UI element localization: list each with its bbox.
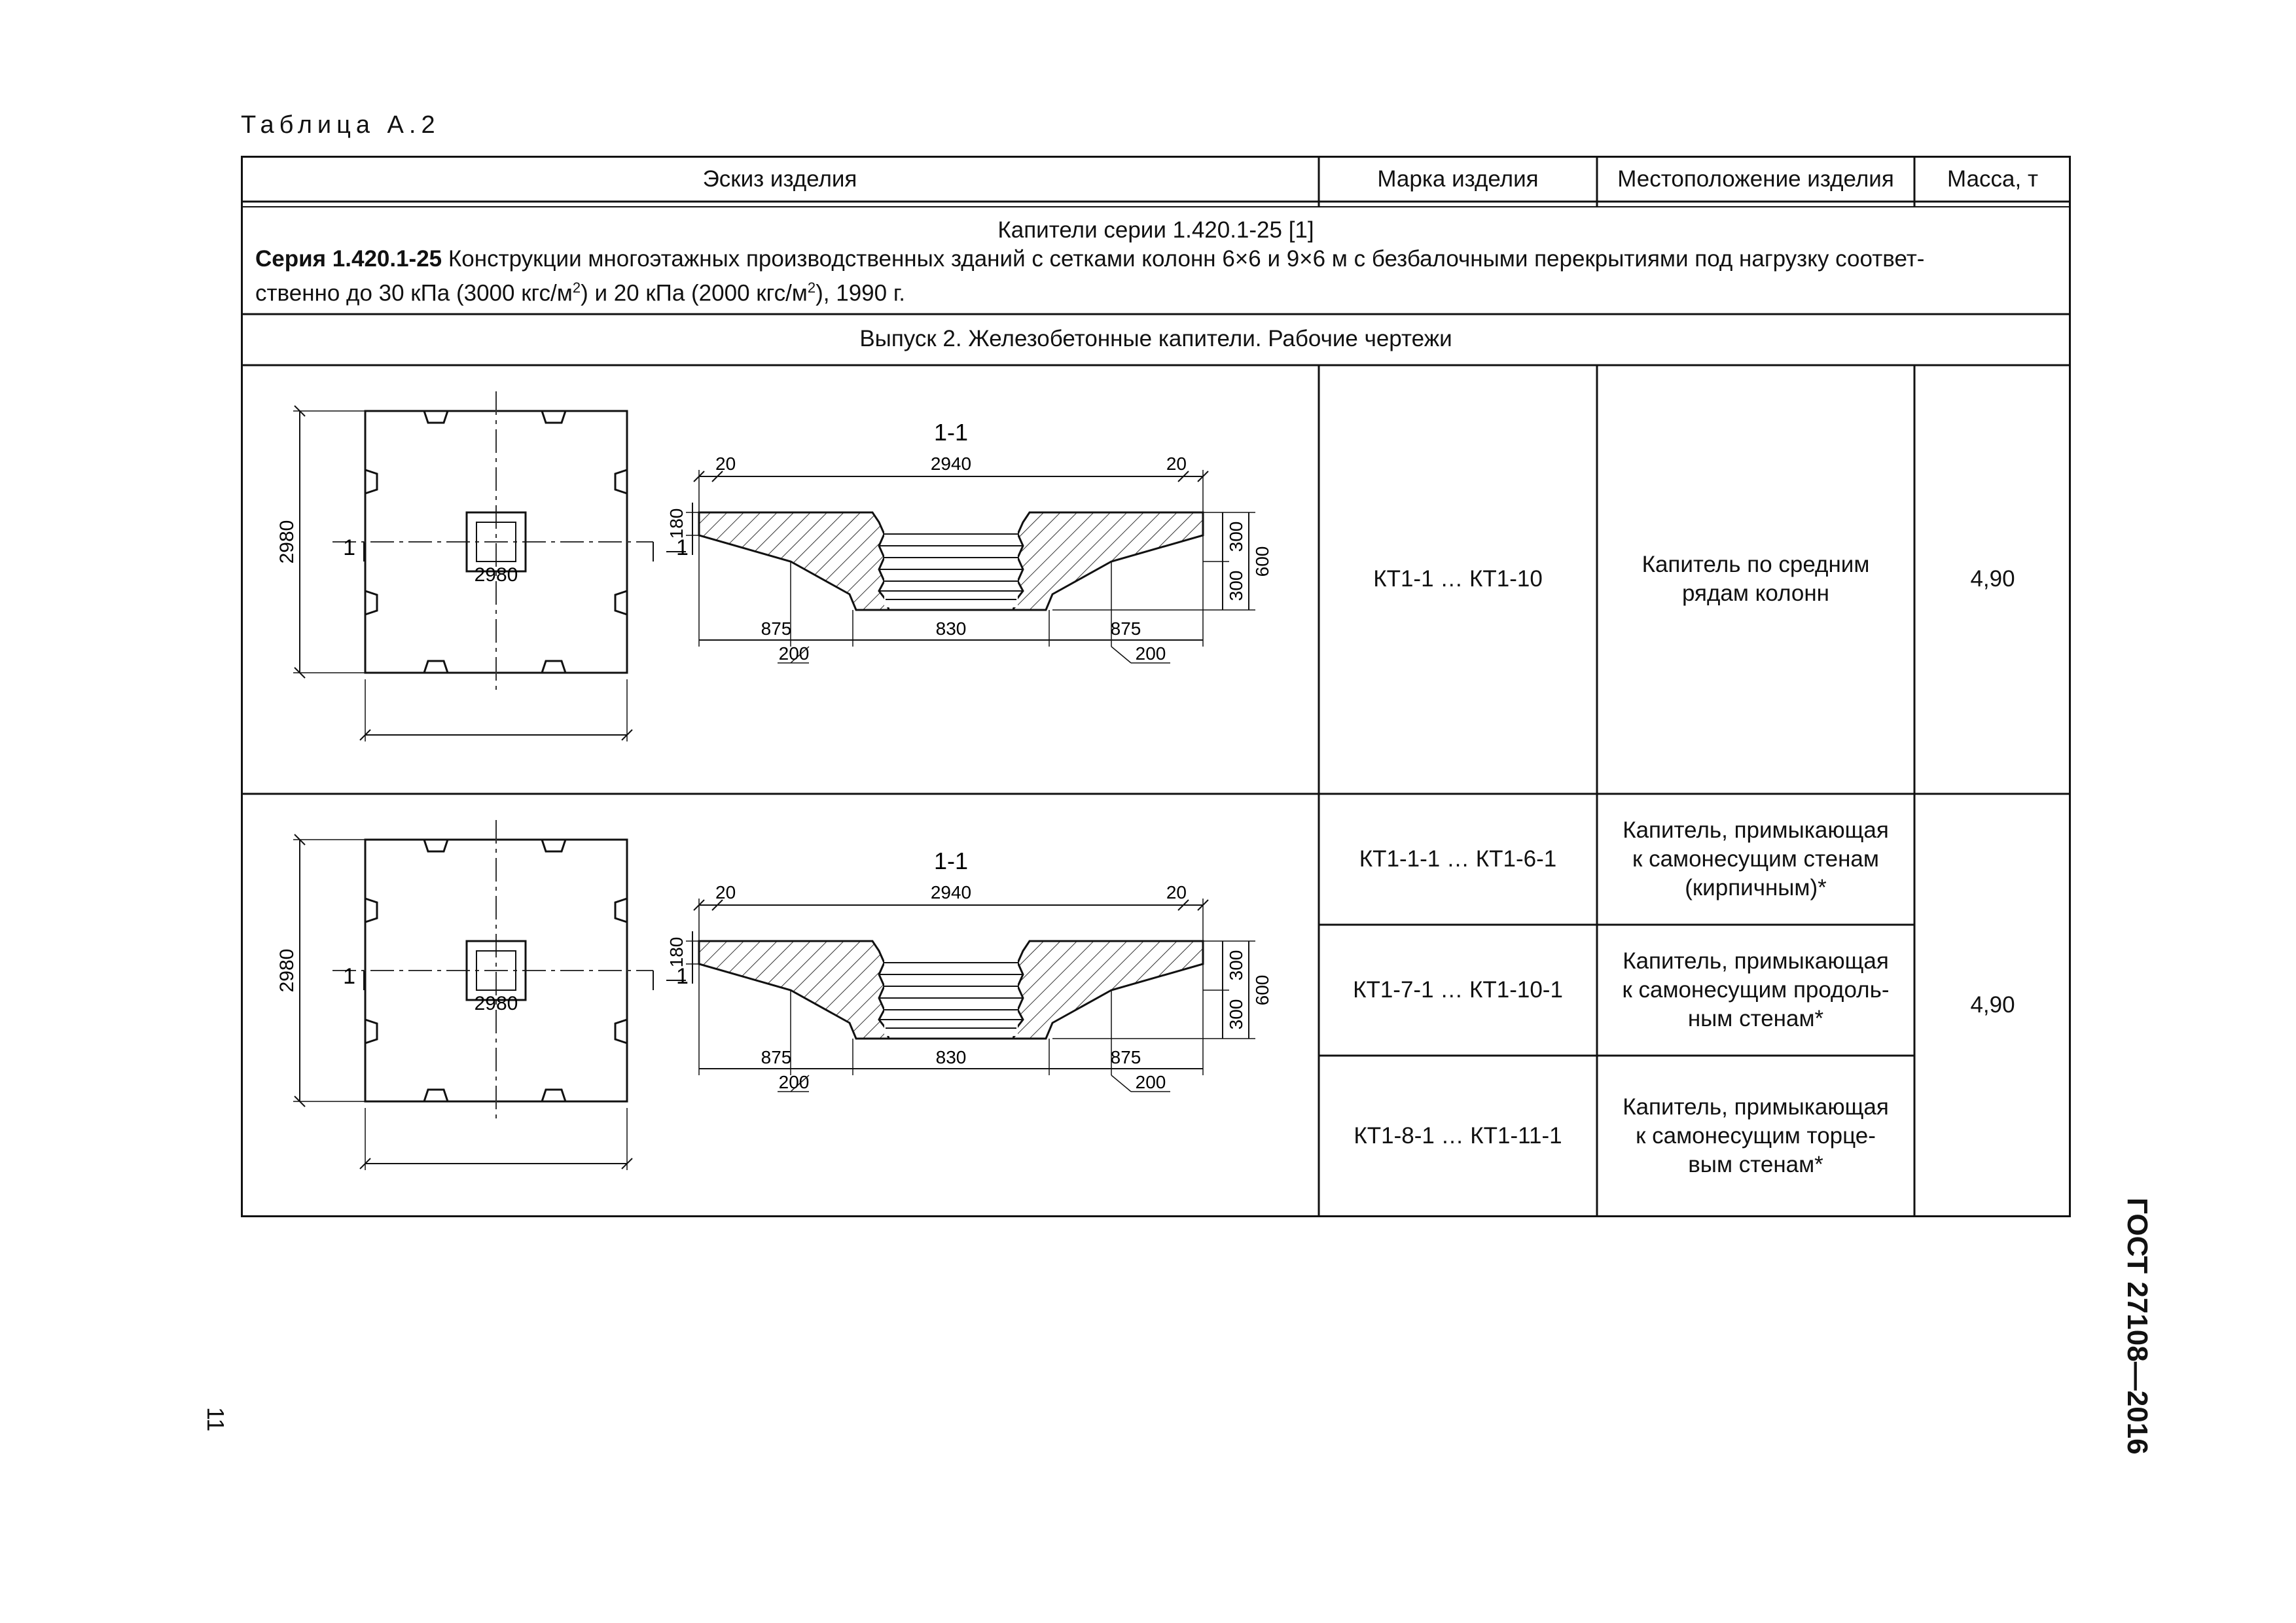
plan-width-label: 2980 <box>474 993 518 1014</box>
row2c-location <box>1597 1093 1914 1179</box>
row1-location <box>1597 550 1914 608</box>
dim-lower: 300 <box>1226 570 1246 601</box>
dim-center-span: 830 <box>935 618 967 639</box>
series-desc-line1: Конструкции многоэтажных производственных зданий с сетками колонн 6×6 и 9×6 м с безбалочными перекрытиями под нагрузку соответ- <box>442 246 1925 272</box>
row2c-location-line2: к самонесущим торце- <box>1636 1123 1876 1149</box>
dim-total-height: 600 <box>1252 546 1272 577</box>
dim-left-span: 875 <box>761 618 792 639</box>
plan-height-label: 2980 <box>276 520 298 564</box>
dim-center-span: 830 <box>935 1047 967 1067</box>
dim-lower: 300 <box>1226 999 1246 1030</box>
row2c-location-line3: вым стенам* <box>1688 1152 1823 1177</box>
row2b-location-line1: Капитель, примыкающая <box>1623 948 1889 974</box>
dim-top-right: 20 <box>1166 882 1187 902</box>
page-number: 11 <box>202 1407 229 1432</box>
dim-slab: 180 <box>666 508 687 539</box>
plan-width-label: 2980 <box>474 564 518 586</box>
dim-top-left: 20 <box>715 882 736 902</box>
cut-mark-left: 1 <box>343 964 355 989</box>
series-title: Капители серии 1.420.1-25 [1] <box>997 217 1314 243</box>
table-grid <box>241 156 2071 1217</box>
plan-height-label: 2980 <box>276 948 298 993</box>
row2a-location <box>1597 816 1914 902</box>
dim-slab: 180 <box>666 936 687 968</box>
header-location: Местоположение изделия <box>1617 166 1894 192</box>
row2b-location <box>1597 947 1914 1033</box>
series-desc-line2b: ) и 20 кПа (2000 кгс/м <box>581 280 808 306</box>
cut-mark-right: 1 <box>676 535 689 560</box>
row2c-mark: КТ1-8-1 … КТ1-11-1 <box>1354 1123 1562 1149</box>
header-mark: Марка изделия <box>1377 166 1539 192</box>
row2a-location-line3: (кирпичным)* <box>1685 875 1827 901</box>
header-mass: Масса, т <box>1947 166 2038 192</box>
row2b-location-line3: ным стенам* <box>1687 1006 1824 1031</box>
row2-mass: 4,90 <box>1970 992 2015 1018</box>
sketch-drawing-1 <box>276 391 1272 741</box>
row2b-location-line2: к самонесущим продоль- <box>1622 977 1890 1003</box>
table-caption: Таблица А.2 <box>241 111 440 139</box>
superscript: 2 <box>807 279 816 296</box>
row2b-mark: КТ1-7-1 … КТ1-10-1 <box>1353 977 1563 1003</box>
row1-location-line1: Капитель по средним <box>1641 552 1870 577</box>
dim-upper: 300 <box>1226 521 1246 552</box>
dim-right-span: 875 <box>1110 1047 1141 1067</box>
cut-mark-left: 1 <box>343 535 355 560</box>
cut-mark-right: 1 <box>676 964 689 989</box>
dim-total-height: 600 <box>1252 974 1272 1006</box>
superscript: 2 <box>572 279 581 296</box>
header-sketch: Эскиз изделия <box>702 166 857 192</box>
row2a-mark: КТ1-1-1 … КТ1-6-1 <box>1359 846 1557 872</box>
dim-left-step: 200 <box>778 643 810 664</box>
dim-left-span: 875 <box>761 1047 792 1067</box>
section-title: 1-1 <box>933 419 969 446</box>
dim-right-span: 875 <box>1110 618 1141 639</box>
dim-top-right: 20 <box>1166 454 1187 474</box>
dim-right-step: 200 <box>1135 643 1166 664</box>
dim-left-step: 200 <box>778 1072 810 1092</box>
row2c-location-line1: Капитель, примыкающая <box>1623 1094 1889 1120</box>
dim-top-total: 2940 <box>930 454 972 474</box>
series-code: Серия 1.420.1-25 <box>255 246 442 272</box>
series-desc-line2c: ), 1990 г. <box>816 280 906 306</box>
section-title: 1-1 <box>933 847 969 874</box>
row1-mass: 4,90 <box>1970 566 2015 592</box>
series-description <box>255 245 2062 308</box>
dim-right-step: 200 <box>1135 1072 1166 1092</box>
row2a-location-line2: к самонесущим стенам <box>1632 846 1879 872</box>
row2a-location-line1: Капитель, примыкающая <box>1623 817 1889 843</box>
dim-top-total: 2940 <box>930 882 972 902</box>
series-desc-line2a: ственно до 30 кПа (3000 кгс/м <box>255 280 573 306</box>
sketch-drawing-2 <box>276 820 1272 1170</box>
standard-label: ГОСТ 27108—2016 <box>2121 1198 2153 1455</box>
dim-upper: 300 <box>1226 950 1246 981</box>
row1-mark: КТ1-1 … КТ1-10 <box>1373 566 1543 592</box>
issue-title: Выпуск 2. Железобетонные капители. Рабочие чертежи <box>859 326 1452 351</box>
dim-top-left: 20 <box>715 454 736 474</box>
row1-location-line2: рядам колонн <box>1681 580 1830 606</box>
capitals-table <box>241 156 2071 1217</box>
